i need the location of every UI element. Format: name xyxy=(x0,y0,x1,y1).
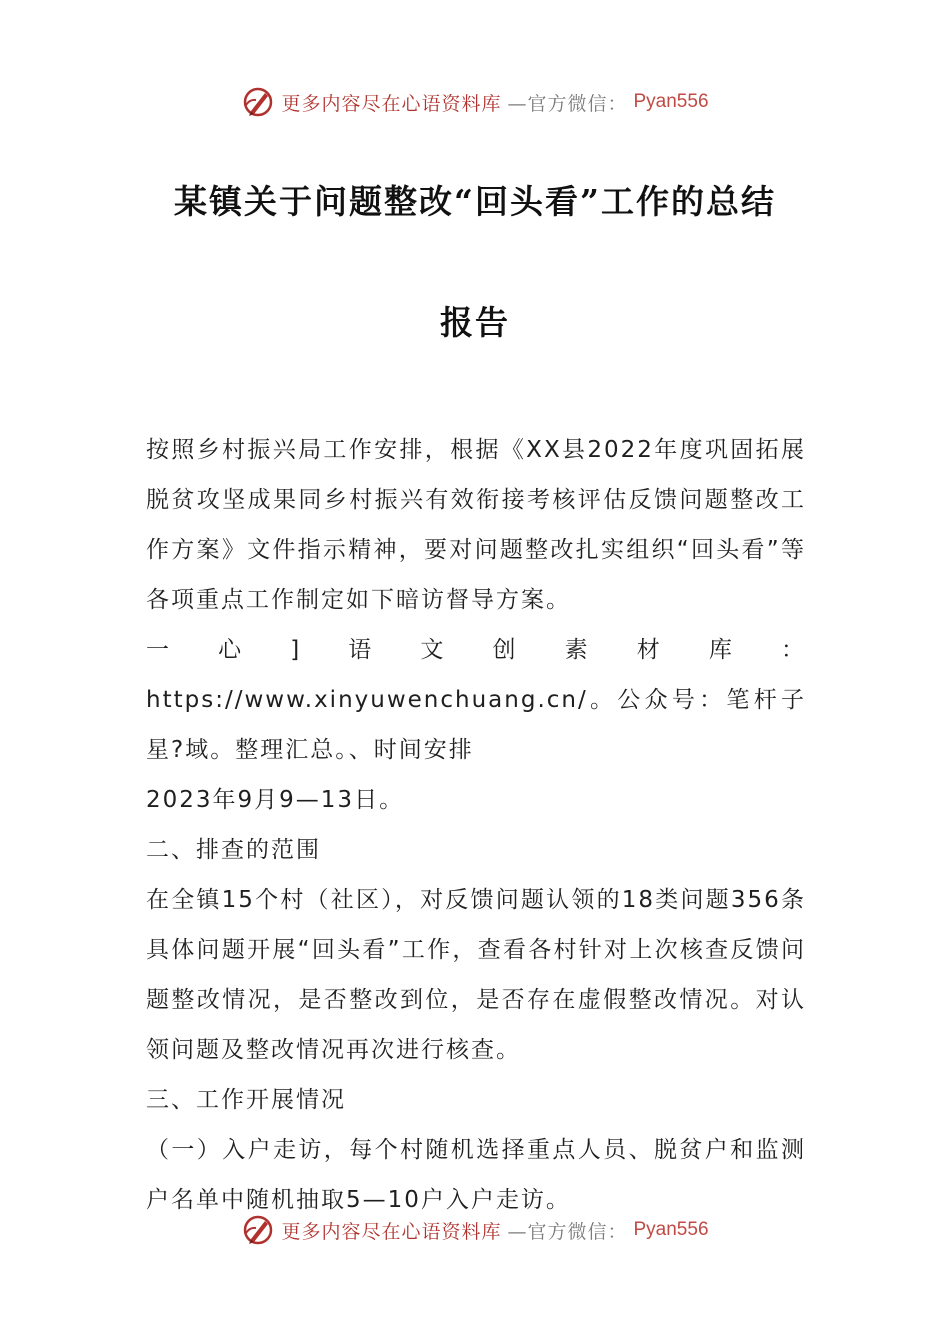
banner-official-label: —官方微信： xyxy=(507,92,628,115)
document-title-line-1: 某镇关于问题整改“回头看”工作的总结 xyxy=(174,182,776,221)
paragraph-source-note: 一心]语文创素材库：https://www.xinyuwenchuang.cn/。公众号：笔杆子星?域。整理汇总。、时间安排 xyxy=(146,637,806,763)
pen-logo-icon xyxy=(241,1213,275,1247)
section-heading-progress: 三、工作开展情况 xyxy=(146,1087,346,1113)
section-heading-scope: 二、排查的范围 xyxy=(146,837,321,863)
document-body xyxy=(146,425,806,1225)
pen-logo-icon xyxy=(241,85,275,119)
banner-slogan: 更多内容尽在心语资料库 xyxy=(281,1220,502,1243)
footer-banner xyxy=(0,1210,950,1250)
paragraph-scope: 在全镇15个村（社区），对反馈问题认领的18类问题356条具体问题开展“回头看”工作，查看各村针对上次核查反馈问题整改情况，是否整改到位，是否存在虚假整改情况。对认领问题及整改情况再次进行核查。 xyxy=(146,887,806,1063)
banner-wechat-id: Pyan556 xyxy=(633,1219,709,1240)
paragraph-time: 2023年9月9—13日。 xyxy=(146,787,405,813)
header-banner xyxy=(0,82,950,122)
document-title-line-2: 报告 xyxy=(440,303,510,342)
banner-wechat-id: Pyan556 xyxy=(633,91,709,112)
banner-slogan: 更多内容尽在心语资料库 xyxy=(281,92,502,115)
paragraph-intro: 按照乡村振兴局工作安排，根据《XX县2022年度巩固拓展脱贫攻坚成果同乡村振兴有效衔接考核评估反馈问题整改工作方案》文件指示精神，要对问题整改扎实组织“回头看”等各项重点工作制定如下暗访督导方案。 xyxy=(146,437,806,613)
banner-official-label: —官方微信： xyxy=(507,1220,628,1243)
paragraph-visits: （一）入户走访，每个村随机选择重点人员、脱贫户和监测户名单中随机抽取5—10户入户走访。 xyxy=(146,1137,806,1213)
